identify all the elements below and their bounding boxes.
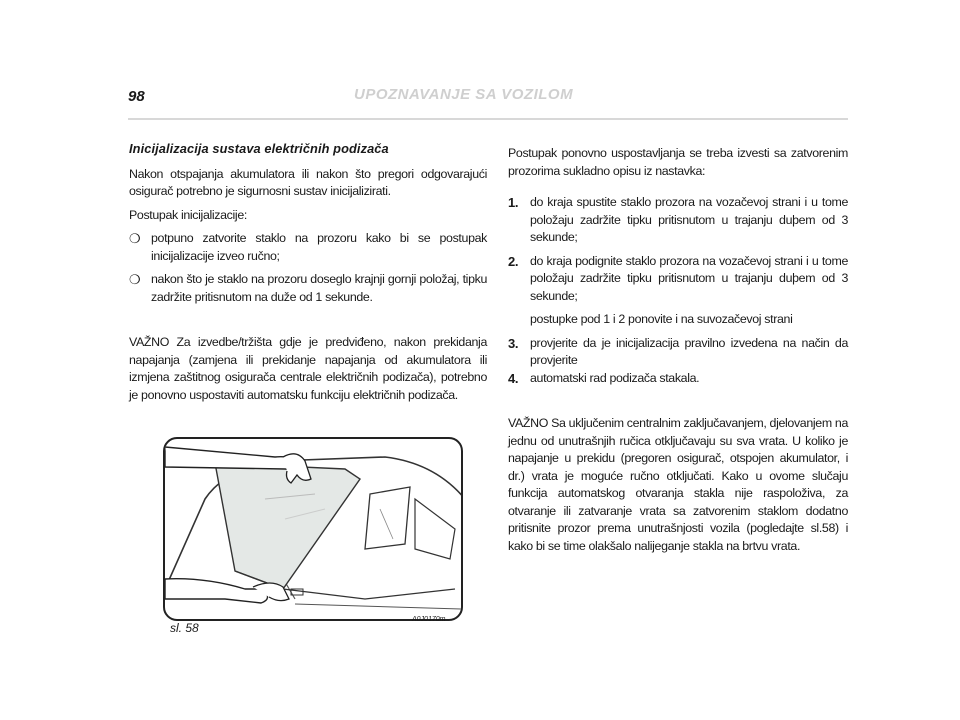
repeat-note: postupke pod 1 i 2 ponovite i na suvozačevoj strani xyxy=(530,312,793,326)
circle-bullet-icon: ❍ xyxy=(129,231,141,246)
section-title: UPOZNAVANJE SA VOZILOM xyxy=(354,86,574,103)
step-text: provjerite da je inicijalizacija pravilno izvedena na način da provjerite xyxy=(530,335,848,367)
step-text: automatski rad podizača stakala. xyxy=(530,370,700,385)
numbered-step xyxy=(508,253,848,306)
steps-label: Postupak inicijalizacije: xyxy=(129,207,247,222)
step-number: 2. xyxy=(508,253,519,269)
step-number: 4. xyxy=(508,370,519,386)
car-door-drawing xyxy=(165,439,461,619)
numbered-step xyxy=(508,335,848,370)
step-text: do kraja podignite staklo prozora na vozačevoj strani i u tome položaju zadržite tipku pritisnutom u trajanju duþem od 3 sekunde; xyxy=(530,253,848,303)
intro-paragraph: Nakon otspajanja akumulatora ili nakon što pregori odgovarajući osigurač potrebno je sigurnosni sustav inicijalizirati. xyxy=(129,166,487,198)
step-number: 3. xyxy=(508,335,519,351)
numbered-step xyxy=(508,370,848,388)
procedure-intro: Postupak ponovno uspostavljanja se treba izvesti sa zatvorenim prozorima sukladno opisu iz nastavka: xyxy=(508,146,848,178)
bullet-text: potpuno zatvorite staklo na prozoru kako bi se postupak inicijalizacije izveo ručno; xyxy=(151,231,487,263)
bullet-item xyxy=(129,271,487,306)
figure-caption: sl. 58 xyxy=(170,621,199,635)
bullet-text: nakon što je staklo na prozoru doseglo krajnji gornji položaj, tipku zadržite pritisnutom na duže od 1 sekunde. xyxy=(151,272,487,304)
step-number: 1. xyxy=(508,195,519,210)
door-window-illustration xyxy=(163,437,463,621)
page-number: 98 xyxy=(128,88,145,105)
right-column xyxy=(508,145,848,555)
figure-code: A0J0170m xyxy=(412,616,446,623)
important-note: VAŽNO Sa uključenim centralnim zaključavanjem, djelovanjem na jednu od unutrašnjih ručica otključavaju su sva vrata. U koliko je napajanje u prekidu (pregoren osigurač, otspojen akumulator, i dr.) vrata je moguće ručno otključati. Kako u ovome slučaju funkcija automatskog otvaranja stakla nije raspoloživa, za otvaranje ili zatvaranje vrata sa zatvorenim staklom dodatno pritisnite prozor prema unutrašnjosti vozila (pogledajte sl.58) i kako bi se time olakšalo nalijeganje stakla na brtvu vrata. xyxy=(508,416,848,553)
header-rule xyxy=(128,118,848,120)
circle-bullet-icon: ❍ xyxy=(129,272,141,287)
important-note: VAŽNO Za izvedbe/tržišta gdje je predviđeno, nakon prekidanja napajanja (zamjena ili prekidanje napajanja od akumulatora ili izmjena zaštitnog osigurača centrale električnih podizača), potrebno je ponovno uspostaviti automatsku funkciju električnih podizača. xyxy=(129,335,487,402)
section-heading: Inicijalizacija sustava električnih podizača xyxy=(129,141,389,156)
bullet-item xyxy=(129,230,487,265)
left-column xyxy=(129,140,487,404)
numbered-step xyxy=(508,194,848,247)
step-text: do kraja spustite staklo prozora na vozačevoj strani i u tome položaju zadržite tipku pritisnutom u trajanju duþem od 3 sekunde; xyxy=(530,195,848,244)
